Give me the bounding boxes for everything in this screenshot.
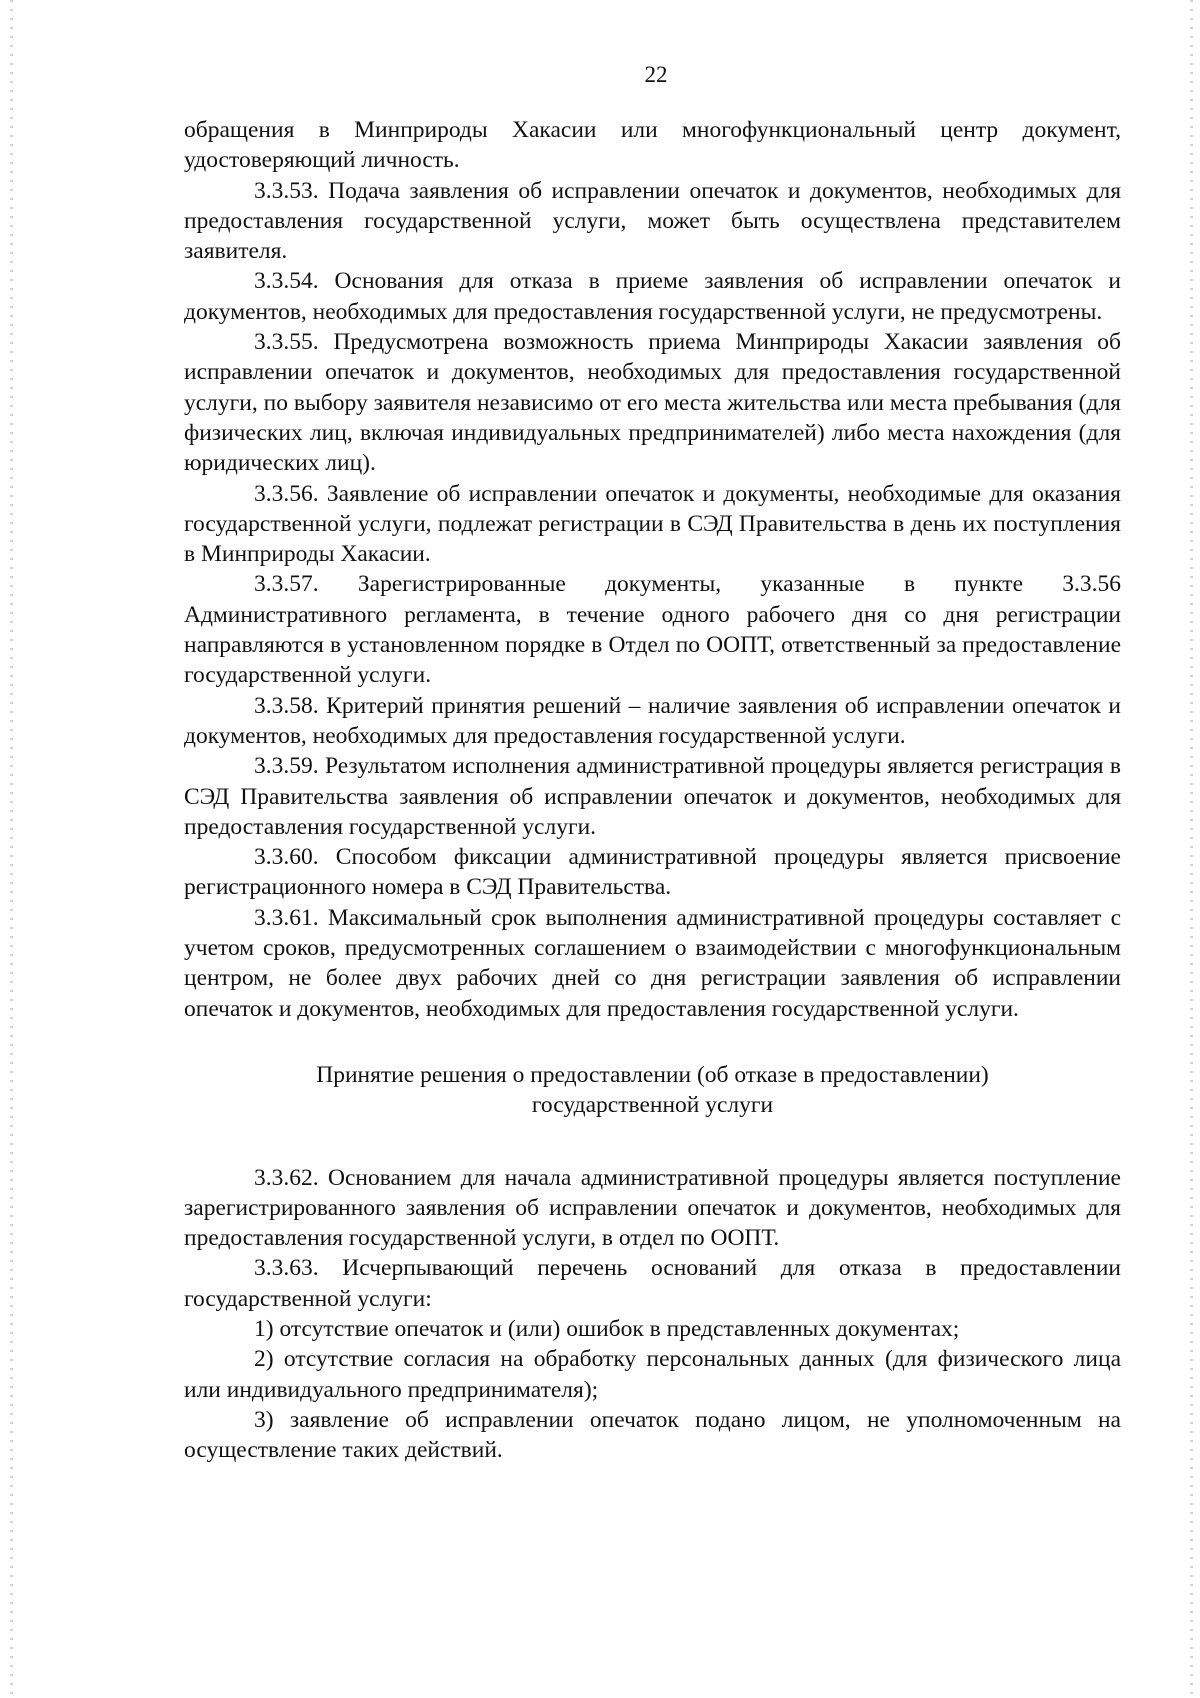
paragraph: 3.3.58. Критерий принятия решений – наличие заявления об исправлении опечаток и документов, необходимых для предоставления государственной услуги. xyxy=(184,692,1121,749)
paragraph: 3.3.61. Максимальный срок выполнения административной процедуры составляет с учетом сроков, предусмотренных соглашением о взаимодействии с многофункциональным центром, не более двух рабочих дней со дня регистрации заявления об исправлении опечаток и документов, необходимых для предоставления государственной услуги. xyxy=(184,904,1121,1022)
section-heading-line-1: Принятие решения о предоставлении (об отказе в предоставлении) xyxy=(316,1061,989,1088)
scan-edge-right xyxy=(1190,0,1193,1698)
section-heading-line-2: государственной услуги xyxy=(531,1092,774,1119)
document-body xyxy=(184,115,1121,1465)
paragraphs-after-heading xyxy=(184,1163,1121,1466)
paragraphs-before-heading xyxy=(184,115,1121,1024)
page-number: 22 xyxy=(644,62,668,87)
paragraph: 3.3.57. Зарегистрированные документы, указанные в пункте 3.3.56 Административного регламента, в течение одного рабочего дня со дня регистрации направляются в установленном порядке в Отдел по ООПТ, ответственный за предоставление государственной услуги. xyxy=(184,571,1121,689)
paragraph: 2) отсутствие согласия на обработку персональных данных (для физического лица или индивидуального предпринимателя); xyxy=(184,1346,1121,1403)
paragraph: 3) заявление об исправлении опечаток подано лицом, не уполномоченным на осуществление таких действий. xyxy=(184,1406,1121,1464)
paragraph: 3.3.53. Подача заявления об исправлении опечаток и документов, необходимых для предоставления государственной услуги, может быть осуществлена представителем заявителя. xyxy=(184,177,1121,265)
paragraph: обращения в Минприроды Хакасии или многофункциональный центр документ, удостоверяющий личность. xyxy=(184,117,1121,174)
paragraph: 3.3.55. Предусмотрена возможность приема Минприроды Хакасии заявления об исправлении опечаток и документов, необходимых для предоставления государственной услуги, по выбору заявителя независимо от его места жительства или места пребывания (для физических лиц, включая индивидуальных предпринимателей) либо места нахождения (для юридических лиц). xyxy=(184,329,1121,477)
paragraph: 3.3.54. Основания для отказа в приеме заявления об исправлении опечаток и документов, необходимых для предоставления государственной услуги, не предусмотрены. xyxy=(184,268,1121,325)
scan-edge-left xyxy=(10,0,13,1698)
paragraph: 3.3.59. Результатом исполнения административной процедуры является регистрация в СЭД Правительства заявления об исправлении опечаток и документов, необходимых для предоставления государственной услуги. xyxy=(184,753,1121,840)
paragraph: 3.3.56. Заявление об исправлении опечаток и документы, необходимые для оказания государственной услуги, подлежат регистрации в СЭД Правительства в день их поступления в Минприроды Хакасии. xyxy=(184,480,1121,568)
paragraph: 3.3.60. Способом фиксации административной процедуры является присвоение регистрационного номера в СЭД Правительства. xyxy=(184,844,1121,901)
paragraph: 1) отсутствие опечаток и (или) ошибок в представленных документах; xyxy=(254,1315,960,1342)
section-heading xyxy=(184,1060,1121,1121)
paragraph: 3.3.63. Исчерпывающий перечень оснований для отказа в предоставлении государственной услуги: xyxy=(184,1255,1121,1312)
paragraph: 3.3.62. Основанием для начала административной процедуры является поступление зарегистрированного заявления об исправлении опечаток и документов, необходимых для предоставления государственной услуги, в отдел по ООПТ. xyxy=(184,1164,1121,1252)
